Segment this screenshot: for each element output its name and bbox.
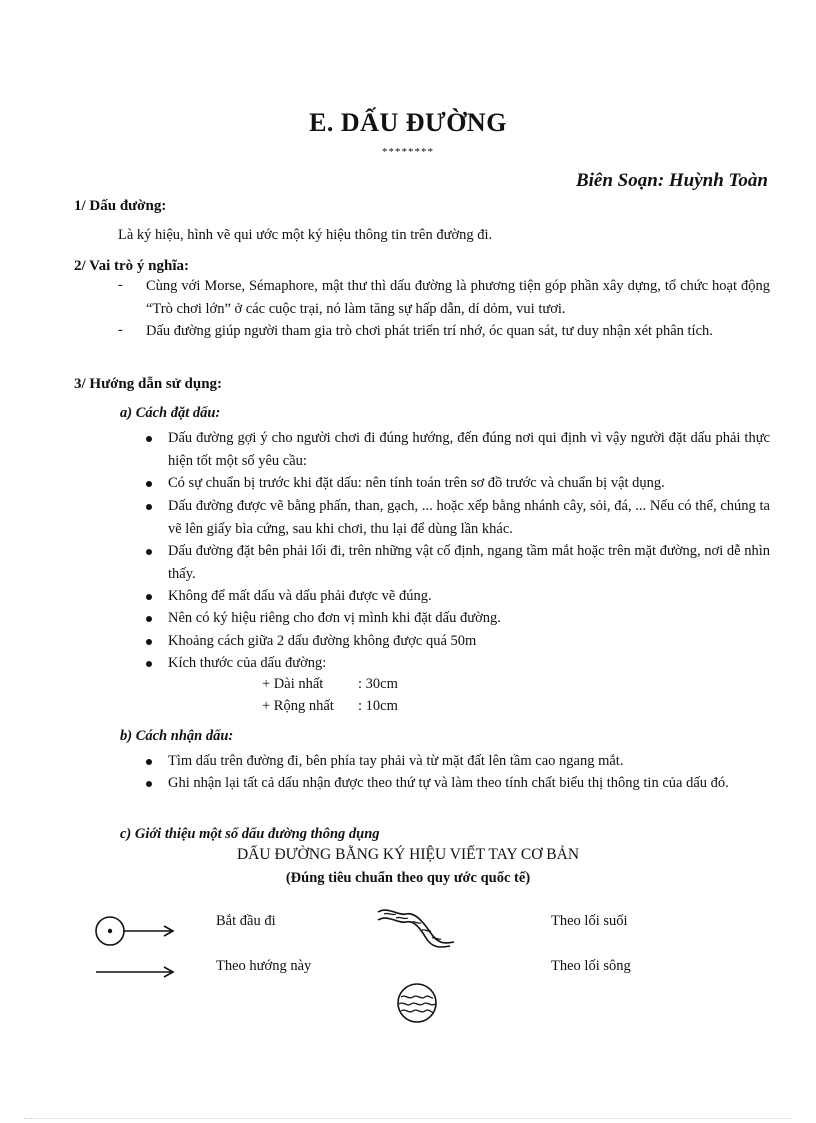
sign-label: Theo lối sông xyxy=(551,958,631,974)
subsection-c-heading: c) Giới thiệu một số dấu đường thông dụng xyxy=(120,826,380,842)
page-bottom-divider xyxy=(24,1118,792,1119)
sign-label: Bắt đầu đi xyxy=(216,913,276,929)
bullet-text: Có sự chuẩn bị trước khi đặt dấu: nên tính toán trên sơ đồ trước và chuẩn bị vật dụng. xyxy=(168,475,665,491)
title-separator: ******** xyxy=(382,146,434,158)
table-subtitle: (Đúng tiêu chuẩn theo quy ước quốc tế) xyxy=(285,870,531,886)
bullet xyxy=(146,616,152,622)
bullet xyxy=(146,436,152,442)
bullet-text: Dấu đường được vẽ bằng phấn, than, gạch, ... hoặc xếp bằng nhánh cây, sỏi, đá, ... Nếu có thể, chúng ta vẽ lên giấy bìa cứng, sau khi chơi, thu lại để dùng lần khác. xyxy=(168,498,770,537)
section-2-item: Dấu đường giúp người tham gia trò chơi phát triển trí nhớ, óc quan sát, tư duy nhận xét phân tích. xyxy=(146,323,713,339)
sign-label: Theo hướng này xyxy=(216,958,312,974)
direction-arrow-icon xyxy=(94,962,178,982)
bullet-text: Tìm dấu trên đường đi, bên phía tay phải và từ mặt đất lên tầm cao ngang mắt. xyxy=(168,753,624,769)
bullet xyxy=(146,661,152,667)
table-title: DẤU ĐƯỜNG BẰNG KÝ HIỆU VIẾT TAY CƠ BẢN xyxy=(236,846,580,863)
bullet-text: Không để mất dấu và dấu phải được vẽ đúng. xyxy=(168,588,432,604)
author-line: Biên Soạn: Huỳnh Toàn xyxy=(575,170,768,191)
subsection-b-heading: b) Cách nhận dấu: xyxy=(120,728,234,744)
dimension-label: + Rộng nhất xyxy=(262,698,334,714)
dimension-label: + Dài nhất xyxy=(262,676,324,692)
start-sign-icon xyxy=(94,914,178,948)
bullet-text: Nên có ký hiệu riêng cho đơn vị mình khi đặt dấu đường. xyxy=(168,610,501,626)
dimension-value: : 30cm xyxy=(358,676,398,692)
section-1-heading: 1/ Dấu đường: xyxy=(74,198,167,214)
bullet xyxy=(146,549,152,555)
section-2-item: Cùng với Morse, Sémaphore, mật thư thì dấu đường là phương tiện góp phần xây dựng, tổ chức hoạt động “Trò chơi lớn” ở các cuộc trại, nó làm tăng sự hấp dẫn, dí dỏm, vui tươi. xyxy=(146,278,770,317)
bullet xyxy=(146,759,152,765)
bullet-text: Dấu đường gợi ý cho người chơi đi đúng hướng, đến đúng nơi qui định vì vậy người đặt dấu phải thực hiện tốt một số yêu cầu: xyxy=(168,430,770,469)
bullet-text: Kích thước của dấu đường: xyxy=(168,655,327,671)
bullet xyxy=(146,781,152,787)
bullet xyxy=(146,639,152,645)
dash-marker: - xyxy=(118,322,123,338)
dash-marker: - xyxy=(118,277,123,293)
bullet-text: Dấu đường đặt bên phải lối đi, trên những vật cố định, ngang tầm mắt hoặc trên mặt đường, nơi dễ nhìn thấy. xyxy=(168,543,770,582)
stream-sign-icon xyxy=(376,904,456,948)
dimension-value: : 10cm xyxy=(358,698,398,714)
page-title: E. DẤU ĐƯỜNG xyxy=(309,108,507,137)
bullet-text: Ghi nhận lại tất cả dấu nhận được theo thứ tự và làm theo tính chất biểu thị thông tin của dấu đó. xyxy=(168,775,729,791)
section-1-text: Là ký hiệu, hình vẽ qui ước một ký hiệu thông tin trên đường đi. xyxy=(118,227,493,243)
bullet xyxy=(146,504,152,510)
bullet-text: Khoảng cách giữa 2 dấu đường không được quá 50m xyxy=(168,633,477,649)
bullet xyxy=(146,594,152,600)
sign-label: Theo lối suối xyxy=(551,913,628,929)
subsection-a-heading: a) Cách đặt dấu: xyxy=(120,405,221,421)
section-3-heading: 3/ Hướng dẫn sử dụng: xyxy=(74,376,223,392)
river-sign-icon xyxy=(396,982,438,1024)
section-2-heading: 2/ Vai trò ý nghĩa: xyxy=(74,258,190,274)
bullet xyxy=(146,481,152,487)
